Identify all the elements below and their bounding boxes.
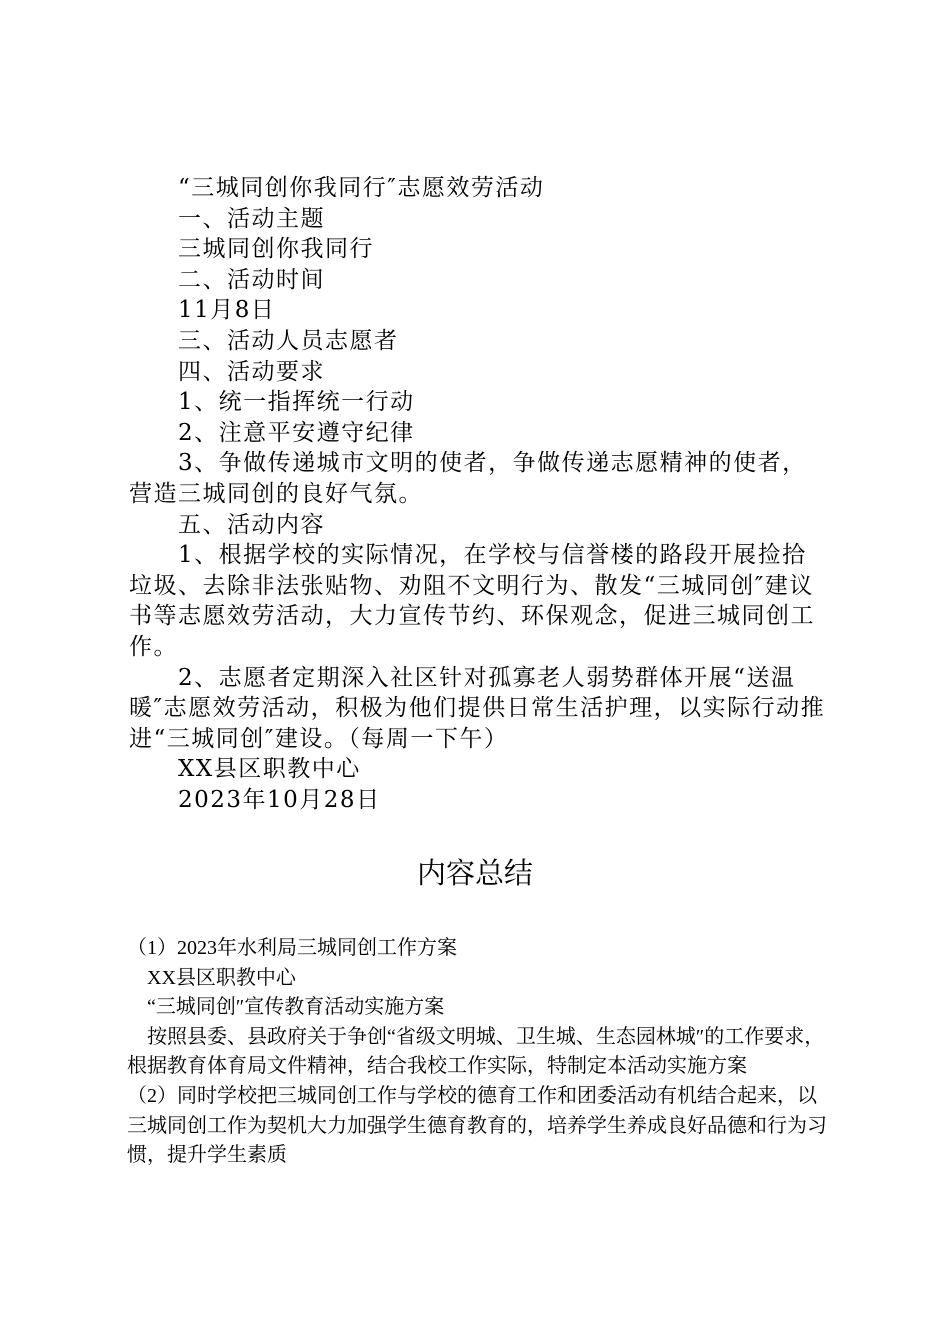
section-heading-personnel: 三、活动人员志愿者: [178, 327, 399, 354]
signature-date: 2023年10月28日: [178, 786, 381, 813]
section-heading-content: 五、活动内容: [178, 511, 325, 538]
summary-heading: 内容总结: [416, 856, 533, 890]
time-text: 11月8日: [178, 297, 276, 324]
summary-line-3: “三城同创″宣传教育活动实施方案: [147, 996, 445, 1019]
section-heading-theme: 一、活动主题: [178, 205, 325, 232]
summary-line-1: （1）2023年水利局三城同创工作方案: [127, 937, 457, 959]
section-heading-requirements: 四、活动要求: [178, 358, 325, 385]
document-body: [129, 173, 829, 815]
signature-organization: XX县区职教中心: [178, 756, 361, 783]
document-title: “三城同创你我同行″志愿效劳活动: [178, 175, 545, 201]
requirement-2: 2、注意平安遵守纪律: [178, 419, 415, 446]
summary-line-4: 按照县委、县政府关于争创“省级文明城、卫生城、生态园林城″的工作要求，根据教育体育局文件精神，结合我校工作实际，特制定本活动实施方案: [127, 1025, 825, 1078]
theme-text: 三城同创你我同行: [178, 236, 374, 263]
summary-line-5: （2）同时学校把三城同创工作与学校的德育工作和团委活动有机结合起来，以三城同创工作为契机大力加强学生德育教育的，培养学生养成良好品德和行为习惯，提升学生素质: [127, 1084, 827, 1167]
summary-line-2: XX县区职教中心: [147, 966, 296, 989]
content-item-2: 2、志愿者定期深入社区针对孤寡老人弱势群体开展“送温暖″志愿效劳活动，积极为他们提供日常生活护理，以实际行动推进“三城同创″建设。（每周一下午）: [129, 664, 826, 752]
section-heading-time: 二、活动时间: [178, 266, 325, 293]
summary-body: [127, 934, 831, 1171]
requirement-1: 1、统一指挥统一行动: [178, 389, 415, 416]
requirement-3: 3、争做传递城市文明的使者，争做传递志愿精神的使者，营造三城同创的良好气氛。: [129, 450, 807, 507]
content-item-1: 1、根据学校的实际情况，在学校与信誉楼的路段开展捡拾垃圾、去除非法张贴物、劝阻不文明行为、散发“三城同创″建议书等志愿效劳活动，大力宣传节约、环保观念，促进三城同创工作。: [129, 542, 815, 660]
